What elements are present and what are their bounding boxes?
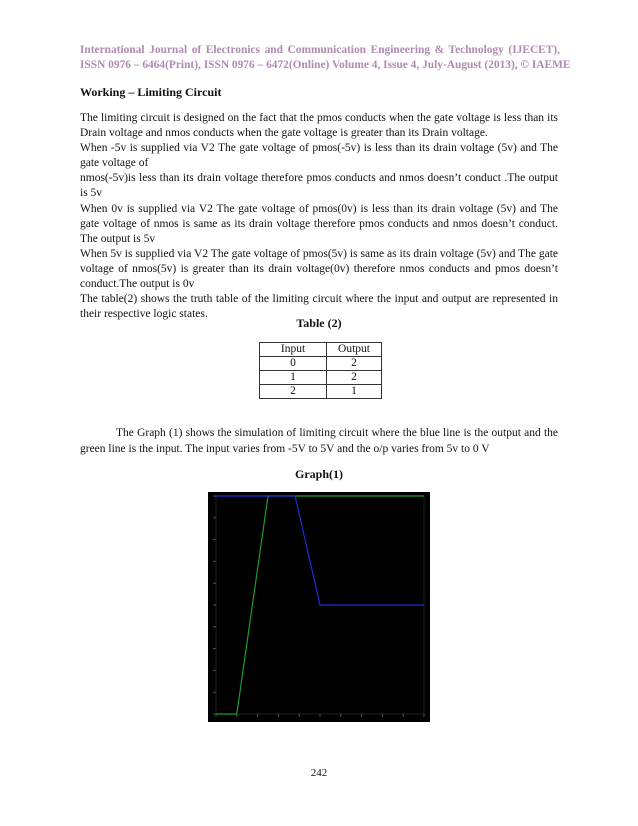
table-cell: 2 bbox=[327, 357, 382, 371]
table-caption: Table (2) bbox=[296, 316, 342, 330]
paragraph: The table(2) shows the truth table of the limiting circuit where the input and output are represented in their respective logic states. bbox=[80, 293, 558, 321]
paragraph: nmos(-5v)is less than its drain voltage therefore pmos conducts and nmos doesn’t conduct .The output is 5v bbox=[80, 172, 558, 200]
journal-header bbox=[80, 43, 571, 73]
section-title: Working – Limiting Circuit bbox=[80, 85, 222, 99]
journal-header-line2: ISSN 0976 – 6464(Print), ISSN 0976 – 6472(Online) Volume 4, Issue 4, July-August (2013), © IAEME bbox=[80, 59, 571, 71]
truth-table bbox=[259, 342, 382, 399]
plot-background bbox=[208, 492, 430, 722]
table-cell: 1 bbox=[327, 385, 382, 399]
table-cell: 2 bbox=[327, 371, 382, 385]
table-cell: 0 bbox=[260, 357, 327, 371]
table-cell: 1 bbox=[260, 371, 327, 385]
table-row bbox=[260, 357, 382, 371]
paragraph: When 5v is supplied via V2 The gate voltage of pmos(5v) is same as its drain voltage (5v) and The gate voltage of nmos(5v) is greater than its drain voltage(0v) therefore nmos conducts and pmos doesn’t conduct.The output is 0v bbox=[80, 247, 558, 291]
table-header-cell: Input bbox=[260, 343, 327, 357]
table-header-cell: Output bbox=[327, 343, 382, 357]
page-number: 242 bbox=[310, 767, 328, 779]
table-cell: 2 bbox=[260, 385, 327, 399]
simulation-graph bbox=[208, 492, 430, 722]
graph-caption: Graph(1) bbox=[295, 467, 343, 481]
table-row bbox=[260, 371, 382, 385]
table-row bbox=[260, 385, 382, 399]
body-text bbox=[80, 111, 558, 322]
table-header-row bbox=[260, 343, 382, 357]
paragraph: The limiting circuit is designed on the fact that the pmos conducts when the gate voltage is less than its Drain voltage and nmos conducts when the gate voltage is greater than its Drain voltage. bbox=[80, 112, 558, 140]
paragraph: When 0v is supplied via V2 The gate voltage of pmos(0v) is less than its drain voltage (5v) and The gate voltage of nmos is same as its drain voltage therefore pmos conducts and nmos doesn’t conduct. The output is 5v bbox=[80, 202, 558, 245]
paragraph: When -5v is supplied via V2 The gate voltage of pmos(-5v) is less than its drain voltage (5v) and The gate voltage of bbox=[80, 142, 558, 170]
graph-description: The Graph (1) shows the simulation of limiting circuit where the blue line is the output and the green line is the input. The input varies from -5V to 5V and the o/p varies from 5v to 0 V bbox=[80, 427, 558, 455]
journal-header-line1: International Journal of Electronics and Communication Engineering & Technology (IJECET), bbox=[80, 44, 560, 56]
